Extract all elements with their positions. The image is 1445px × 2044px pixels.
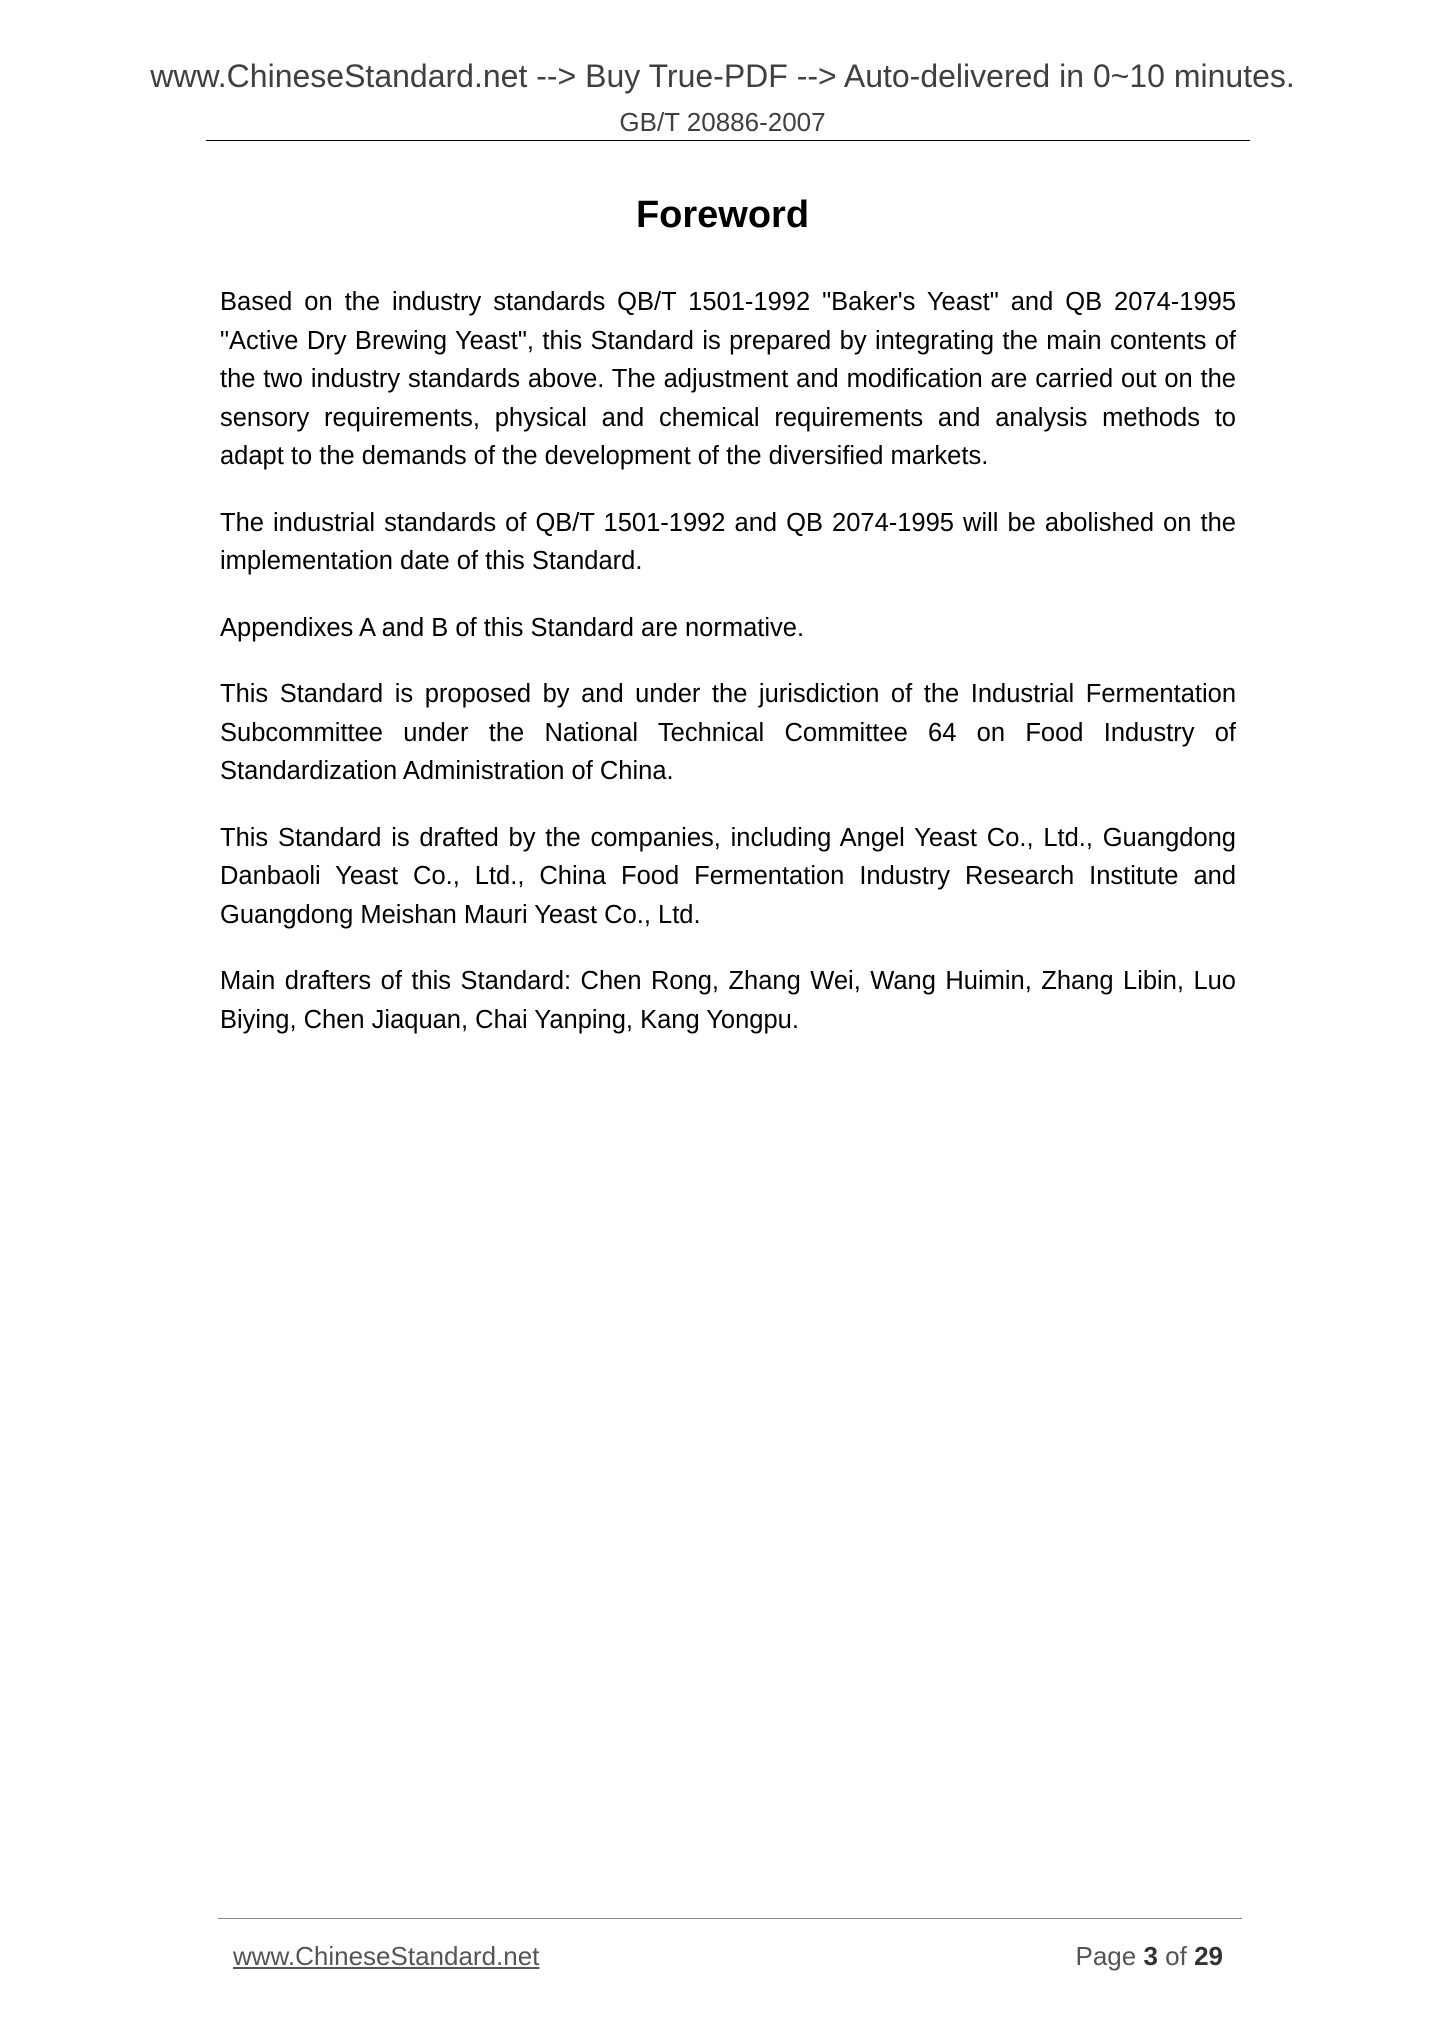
paragraph-basis: Based on the industry standards QB/T 1501-1992 "Baker's Yeast" and QB 2074-1995 "Active Dry Brewing Yeast", this Standard is prepared by integrating the main contents of the two industry standards above. The adjustment and modification are carried out on the sensory requirements, physical and chemical requirements and analysis methods to adapt to the demands of the development of the diversified markets. [220, 288, 1236, 470]
paragraph-main-drafters: Main drafters of this Standard: Chen Rong, Zhang Wei, Wang Huimin, Zhang Libin, Luo Biying, Chen Jiaquan, Chai Yanping, Kang Yongpu. [220, 967, 1236, 1034]
paragraph-abolished-standards: The industrial standards of QB/T 1501-1992 and QB 2074-1995 will be abolished on the implementation date of this Standard. [220, 508, 1236, 575]
page-total: 29 [1194, 1941, 1223, 1971]
document-code: GB/T 20886-2007 [619, 107, 826, 137]
paragraph-appendixes: Appendixes A and B of this Standard are normative. [220, 613, 805, 642]
page-title: Foreword [635, 194, 810, 236]
header-banner: www.ChineseStandard.net --> Buy True-PDF --> Auto-delivered in 0~10 minutes. [150, 58, 1295, 94]
footer-divider [218, 1918, 1242, 1919]
footer-site-link[interactable]: www.ChineseStandard.net [233, 1941, 540, 1971]
page-prefix: Page [1075, 1941, 1137, 1971]
header-divider [206, 140, 1250, 141]
paragraph-drafting-companies: This Standard is drafted by the companies, including Angel Yeast Co., Ltd., Guangdong Danbaoli Yeast Co., Ltd., China Food Fermentation Industry Research Institute and Guangdong Meishan Mauri Yeast Co., Ltd. [220, 823, 1236, 929]
page-number [1075, 1940, 1223, 1972]
paragraph-proposer: This Standard is proposed by and under the jurisdiction of the Industrial Fermentation Subcommittee under the National Technical Committee 64 on Food Industry of Standardization Administration of China. [220, 680, 1236, 785]
page-of: of [1165, 1941, 1187, 1971]
foreword-body [220, 283, 1236, 1067]
page-current: 3 [1143, 1941, 1158, 1971]
